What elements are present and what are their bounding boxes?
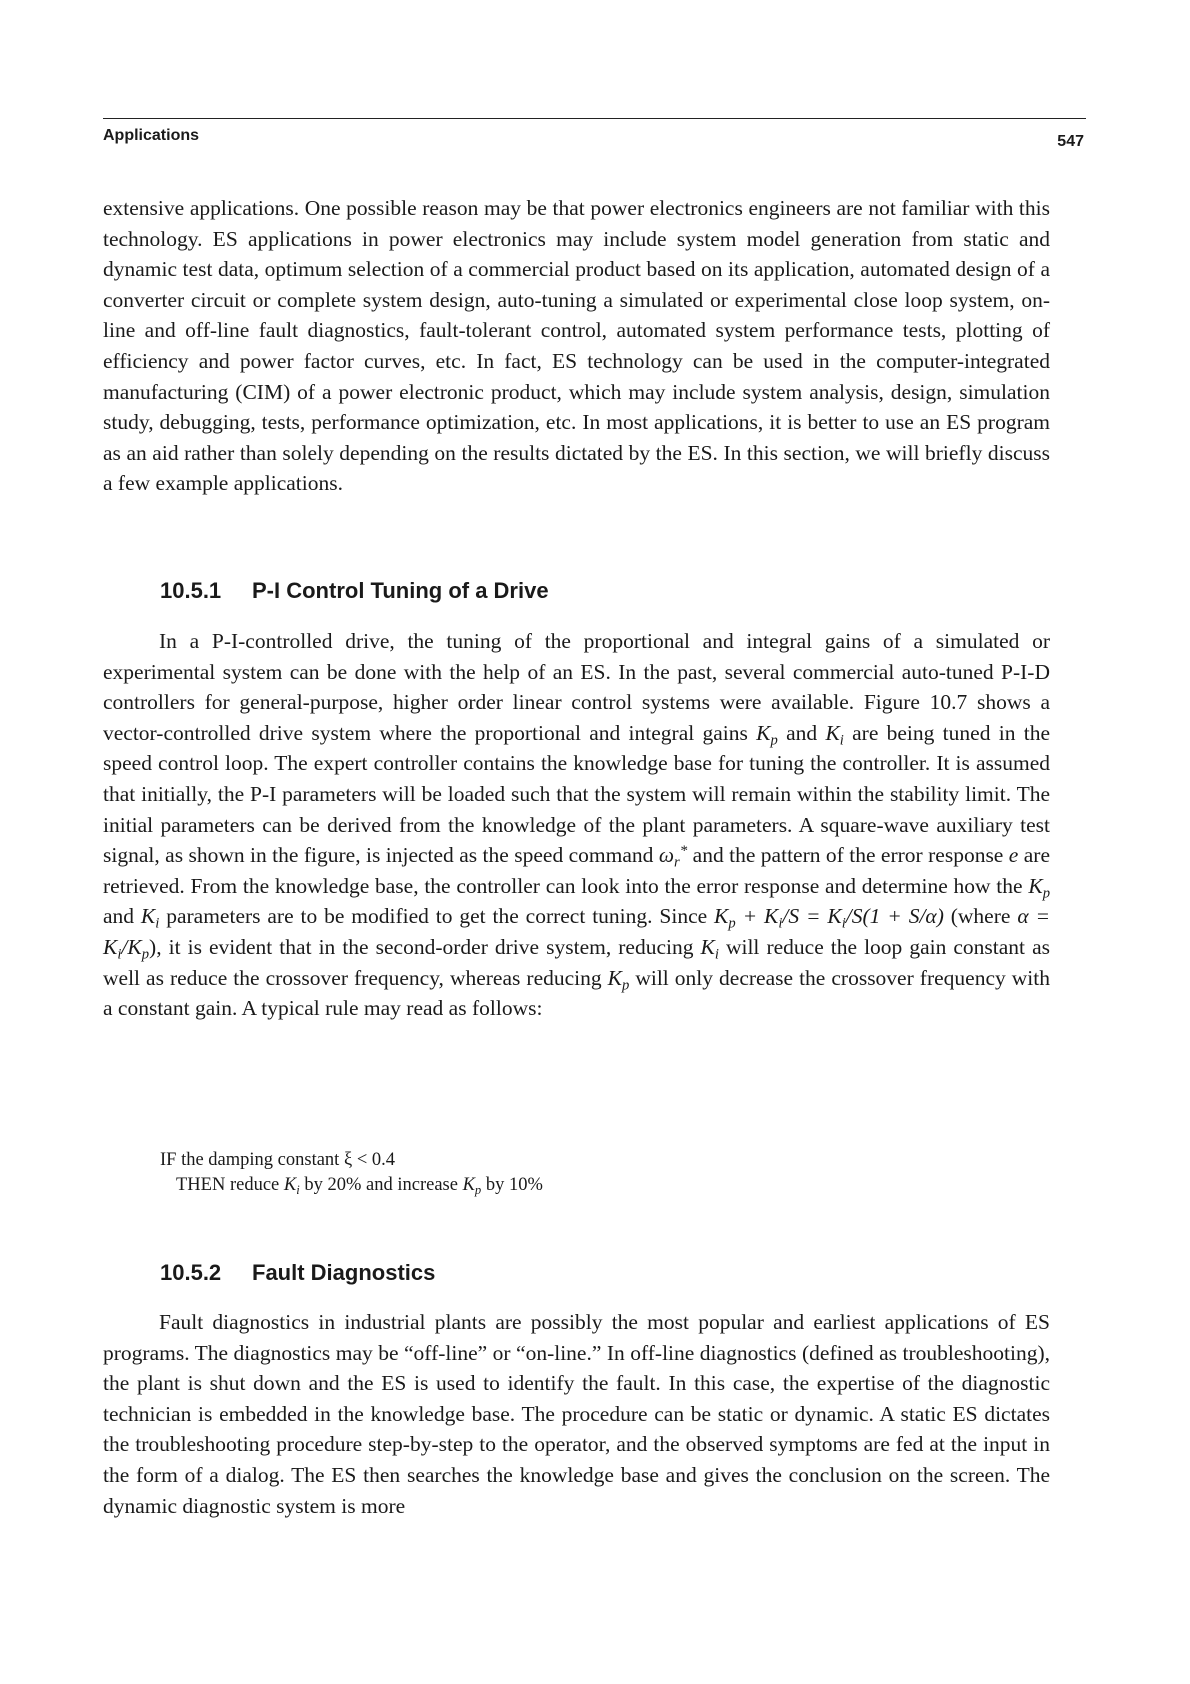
math-ki: $K_i$ <box>140 904 160 932</box>
math-e: e <box>1008 843 1019 868</box>
section-heading-pi-tuning <box>160 578 549 604</box>
math-kp: $K_p$ <box>1028 873 1050 902</box>
rule-then-line: THEN reduce $K_i$ by 20% and increase $K_p$ by 10% <box>176 1175 543 1197</box>
section-title: Fault Diagnostics <box>252 1260 436 1285</box>
page-number: 547 <box>1057 133 1084 150</box>
section-number: 10.5.1 <box>160 578 222 603</box>
rule-if-line: IF the damping constant ξ < 0.4 <box>160 1150 395 1170</box>
math-kp: $K_p$ <box>756 720 778 749</box>
section-title: P-I Control Tuning of a Drive <box>252 578 549 603</box>
math-omega-r-star: $\omega_r^*$ <box>658 843 688 871</box>
math-ki: $K_i$ <box>700 934 719 963</box>
math-kp: $K_p$ <box>607 965 630 993</box>
paragraph-intro: extensive applications. One possible reason may be that power electronics engineers are not familiar with this technology. ES applications in power electronics may include system model generation from static and dynamic test data, optimum selection of a commercial product based on its application, automated design of a converter circuit or complete system design, auto-tuning a simulated or experimental close loop system, on-line and off-line fault diagnostics, fault-tolerant control, automated system performance tests, plotting of efficiency and power factor curves, etc. In fact, ES technology can be used in the computer-integrated manufacturing (CIM) of a power electronic product, which may include system analysis, design, simulation study, debugging, tests, performance optimization, etc. In most applications, it is better to use an ES program as an aid rather than solely depending on the results dictated by the ES. In this section, we will briefly discuss a few example applications. <box>103 196 1050 496</box>
paragraph-fault-diagnostics: Fault diagnostics in industrial plants are possibly the most popular and earliest applications of ES programs. The diagnostics may be “off-line” or “on-line.” In off-line diagnostics (defined as troubleshooting), the plant is shut down and the ES is used to identify the fault. In this case, the expertise of the diagnostic technician is embedded in the knowledge base. The procedure can be static or dynamic. A static ES dictates the troubleshooting procedure step-by-step to the operator, and the observed symptoms are fed at the input in the form of a dialog. The ES then searches the knowledge base and gives the conclusion on the screen. The dynamic diagnostic system is more <box>103 1310 1050 1518</box>
running-head: Applications <box>103 127 200 144</box>
header-rule <box>103 118 1086 119</box>
math-ki: $K_i$ <box>825 720 844 749</box>
paragraph-pi-tuning: In a P-I-controlled drive, the tuning of the proportional and integral gains of a simulated or experimental system can be done with the help of an ES. In the past, several commercial auto-tuned P-I-D controllers for general-purpose, higher order linear control systems were available. Figure 10.7 shows a vector-controlled drive system where the proportional and integral gains $K_p$ and $K_i$ are being tuned in the speed control loop. The expert controller contains the knowledge base for tuning the controller. It is assumed that initially, the P-I parameters will be loaded such that the system will remain within the stability limit. The initial parameters can be derived from the knowledge of the plant parameters. A square-wave auxiliary test signal, as shown in the figure, is injected as the speed command $\omega_r^*$ and the pattern of the error response e are retrieved. From the knowledge base, the controller can look into the error response and determine how the $K_p$ and $K_i$ parameters are to be modified to get the correct tuning. Since $K_p + K_i/S = K_i/S(1 + S/\alpha)$ (where $\alpha = K_i/K_p$), it is evident that in the second-order drive system, reducing $K_i$ will reduce the loop gain constant as well as reduce the crossover frequency, whereas reducing $K_p$ will only decrease the crossover frequency with a constant gain. A typical rule may read as follows: <box>103 629 1050 1021</box>
math-equation-gain: $K_p + K_i/S = K_i/S(1 + S/\alpha)$ <box>714 904 944 932</box>
section-number: 10.5.2 <box>160 1260 222 1285</box>
section-heading-fault-diagnostics <box>160 1260 435 1286</box>
math-alpha-def: $\alpha = K_i/K_p$ <box>103 904 1050 963</box>
rule-example <box>160 1148 543 1198</box>
